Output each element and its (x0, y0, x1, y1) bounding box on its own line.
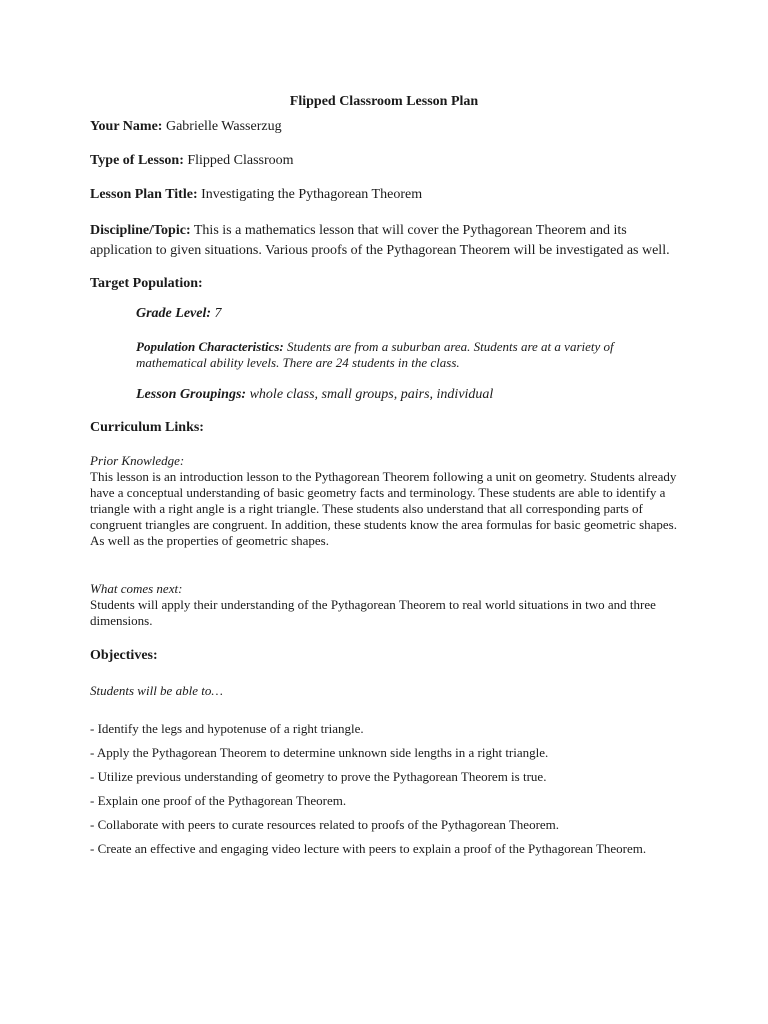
discipline-value: This is a mathematics lesson that will cover the Pythagorean Theorem and its application to given situations. Various proofs of the Pythagorean Theorem will be investigated as well. (90, 223, 670, 258)
objective-item: - Apply the Pythagorean Theorem to determine unknown side lengths in a right triangle. (90, 745, 549, 760)
population-characteristics (136, 339, 656, 371)
grade-level-label: Grade Level: (136, 306, 212, 321)
what-comes-next-label: What comes next: (90, 581, 183, 596)
target-population-heading: Target Population: (90, 276, 203, 291)
type-of-lesson-value: Flipped Classroom (187, 153, 294, 168)
document-title: Flipped Classroom Lesson Plan (289, 94, 479, 109)
lesson-plan-title-label: Lesson Plan Title: (90, 187, 198, 202)
type-of-lesson-label: Type of Lesson: (90, 153, 184, 168)
lesson-plan-title-line (90, 187, 422, 203)
population-characteristics-value: Students are from a suburban area. Students are at a variety of mathematical ability levels. There are 24 students in the class. (136, 339, 614, 370)
grade-level-line (136, 306, 222, 322)
your-name-value: Gabrielle Wasserzug (165, 119, 282, 134)
objective-item: - Utilize previous understanding of geometry to prove the Pythagorean Theorem is true. (90, 769, 547, 784)
objectives-list (90, 717, 690, 861)
lesson-groupings-value: whole class, small groups, pairs, individual (249, 387, 494, 402)
objective-item: - Collaborate with peers to curate resources related to proofs of the Pythagorean Theorem. (90, 817, 560, 832)
population-characteristics-label: Population Characteristics: (136, 339, 284, 354)
type-of-lesson-line (90, 153, 294, 169)
lesson-groupings-label: Lesson Groupings: (136, 387, 247, 402)
objective-item: - Identify the legs and hypotenuse of a right triangle. (90, 721, 364, 736)
prior-knowledge-label: Prior Knowledge: (90, 453, 185, 468)
your-name-line (90, 119, 282, 135)
grade-level-value: 7 (214, 306, 222, 321)
curriculum-links-heading: Curriculum Links: (90, 420, 204, 435)
objectives-intro: Students will be able to… (90, 683, 223, 698)
prior-knowledge-text: This lesson is an introduction lesson to the Pythagorean Theorem following a unit on geometry. Students already have a conceptual understanding of basic geometry facts and terminology. These students are able to identify a triangle with a right angle is a right triangle. These students also understand that all corresponding parts of congruent triangles are congruent. In addition, these students know the area formulas for basic geometric shapes. As well as the properties of geometric shapes. (90, 469, 677, 548)
your-name-label: Your Name: (90, 119, 163, 134)
what-comes-next-text: Students will apply their understanding of the Pythagorean Theorem to real world situations in two and three dimensions. (90, 597, 656, 628)
objectives-heading: Objectives: (90, 648, 158, 663)
discipline-label: Discipline/Topic: (90, 223, 191, 238)
lesson-groupings-line (136, 387, 493, 403)
lesson-plan-title-value: Investigating the Pythagorean Theorem (201, 187, 423, 202)
objective-item: - Explain one proof of the Pythagorean Theorem. (90, 793, 347, 808)
objective-item: - Create an effective and engaging video lecture with peers to explain a proof of the Pythagorean Theorem. (90, 841, 647, 856)
discipline-topic (90, 221, 690, 261)
